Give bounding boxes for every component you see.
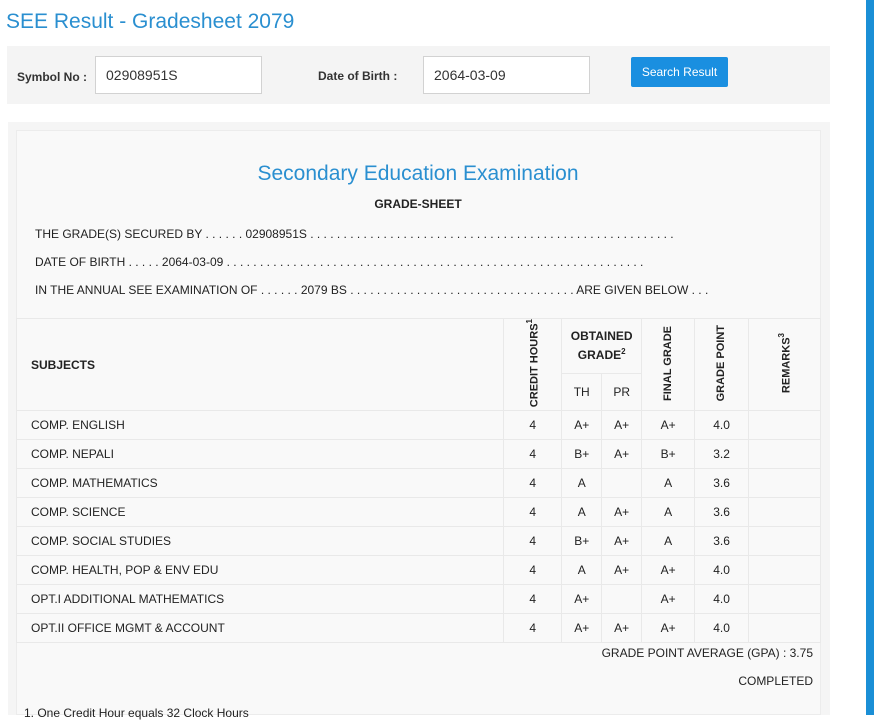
table-row — [17, 469, 821, 498]
grade-point-cell: 3.6 — [695, 498, 749, 527]
final-grade-cell: A+ — [642, 411, 695, 440]
subject-cell: COMP. HEALTH, POP & ENV EDU — [17, 556, 504, 585]
th-cell: A+ — [562, 411, 602, 440]
remarks-cell — [749, 411, 821, 440]
secured-by-line: THE GRADE(S) SECURED BY . . . . . . 02908951S . . . . . . . . . . . . . . . . . . . . . . . . . . . . . . . . . . . . . . . . . . . . . . . . . . . . . . . — [35, 227, 674, 241]
symbol-label: Symbol No : — [17, 70, 88, 84]
th-cell: B+ — [562, 527, 602, 556]
search-result-button[interactable]: Search Result — [631, 57, 728, 87]
grade-point-cell: 3.2 — [695, 440, 749, 469]
final-grade-cell: A+ — [642, 614, 695, 643]
grade-point-cell: 4.0 — [695, 556, 749, 585]
pr-cell: A+ — [602, 614, 642, 643]
subject-cell: COMP. NEPALI — [17, 440, 504, 469]
remarks-cell — [749, 469, 821, 498]
subjects-header: SUBJECTS — [17, 319, 504, 411]
remarks-header: REMARKS$^3$ — [749, 319, 821, 411]
credit-cell: 4 — [504, 614, 562, 643]
credit-cell: 4 — [504, 411, 562, 440]
subject-cell: COMP. MATHEMATICS — [17, 469, 504, 498]
credit-cell: 4 — [504, 556, 562, 585]
final-grade-cell: A — [642, 469, 695, 498]
exam-title: Secondary Education Examination — [257, 162, 579, 185]
pr-cell: A+ — [602, 440, 642, 469]
pr-cell: A+ — [602, 498, 642, 527]
table-row — [17, 527, 821, 556]
remarks-cell — [749, 440, 821, 469]
final-grade-cell: B+ — [642, 440, 695, 469]
grade-point-cell: 3.6 — [695, 469, 749, 498]
pr-cell: A+ — [602, 556, 642, 585]
grade-point-cell: 4.0 — [695, 614, 749, 643]
grade-point-cell: 4.0 — [695, 411, 749, 440]
th-cell: B+ — [562, 440, 602, 469]
credit-hours-header: CREDIT HOURS$^1$ — [504, 319, 562, 411]
remarks-cell — [749, 556, 821, 585]
subject-cell: OPT.I ADDITIONAL MATHEMATICS — [17, 585, 504, 614]
grades-table — [16, 318, 821, 643]
credit-cell: 4 — [504, 469, 562, 498]
th-header: TH — [562, 373, 602, 410]
remarks-cell — [749, 498, 821, 527]
exam-line: IN THE ANNUAL SEE EXAMINATION OF . . . . . . 2079 BS . . . . . . . . . . . . . . . . . . . . . . . . . . . . . . . . . . ARE GIVEN BELOW . . . — [35, 283, 709, 297]
scroll-edge-bar — [866, 0, 874, 715]
result-status: COMPLETED — [738, 674, 813, 688]
page-title: SEE Result - Gradesheet 2079 — [6, 10, 295, 33]
gradesheet-subtitle: GRADE-SHEET — [374, 197, 462, 211]
pr-cell: A+ — [602, 411, 642, 440]
remarks-cell — [749, 527, 821, 556]
dob-line: DATE OF BIRTH . . . . . 2064-03-09 . . . . . . . . . . . . . . . . . . . . . . . . . . . . . . . . . . . . . . . . . . . . . . . . . . . . . . . . . . . . . . . — [35, 255, 644, 269]
th-cell: A+ — [562, 614, 602, 643]
th-cell: A+ — [562, 585, 602, 614]
footnote: 1. One Credit Hour equals 32 Clock Hours — [24, 706, 249, 720]
credit-cell: 4 — [504, 585, 562, 614]
final-grade-cell: A+ — [642, 556, 695, 585]
grade-point-cell: 3.6 — [695, 527, 749, 556]
table-row — [17, 614, 821, 643]
grade-point-cell: 4.0 — [695, 585, 749, 614]
pr-header: PR — [602, 373, 642, 410]
dob-label: Date of Birth : — [318, 69, 398, 83]
subject-cell: COMP. ENGLISH — [17, 411, 504, 440]
subject-cell: OPT.II OFFICE MGMT & ACCOUNT — [17, 614, 504, 643]
credit-cell: 4 — [504, 527, 562, 556]
final-grade-cell: A — [642, 527, 695, 556]
gpa-summary: GRADE POINT AVERAGE (GPA) : 3.75 — [601, 646, 813, 660]
th-cell: A — [562, 556, 602, 585]
pr-cell: A+ — [602, 527, 642, 556]
final-grade-cell: A+ — [642, 585, 695, 614]
dob-input[interactable] — [423, 56, 590, 94]
pr-cell — [602, 585, 642, 614]
subject-cell: COMP. SCIENCE — [17, 498, 504, 527]
final-grade-header: FINAL GRADE — [642, 319, 695, 411]
th-cell: A — [562, 498, 602, 527]
credit-cell: 4 — [504, 440, 562, 469]
pr-cell — [602, 469, 642, 498]
table-row — [17, 498, 821, 527]
credit-cell: 4 — [504, 498, 562, 527]
subject-cell: COMP. SOCIAL STUDIES — [17, 527, 504, 556]
grade-point-header: GRADE POINT — [695, 319, 749, 411]
table-row — [17, 556, 821, 585]
th-cell: A — [562, 469, 602, 498]
table-row — [17, 585, 821, 614]
final-grade-cell: A — [642, 498, 695, 527]
table-row — [17, 411, 821, 440]
table-row — [17, 440, 821, 469]
remarks-cell — [749, 585, 821, 614]
remarks-cell — [749, 614, 821, 643]
symbol-input[interactable] — [95, 56, 262, 94]
search-panel — [7, 46, 830, 104]
obtained-grade-header: OBTAINED GRADE$^2$ — [562, 319, 642, 374]
